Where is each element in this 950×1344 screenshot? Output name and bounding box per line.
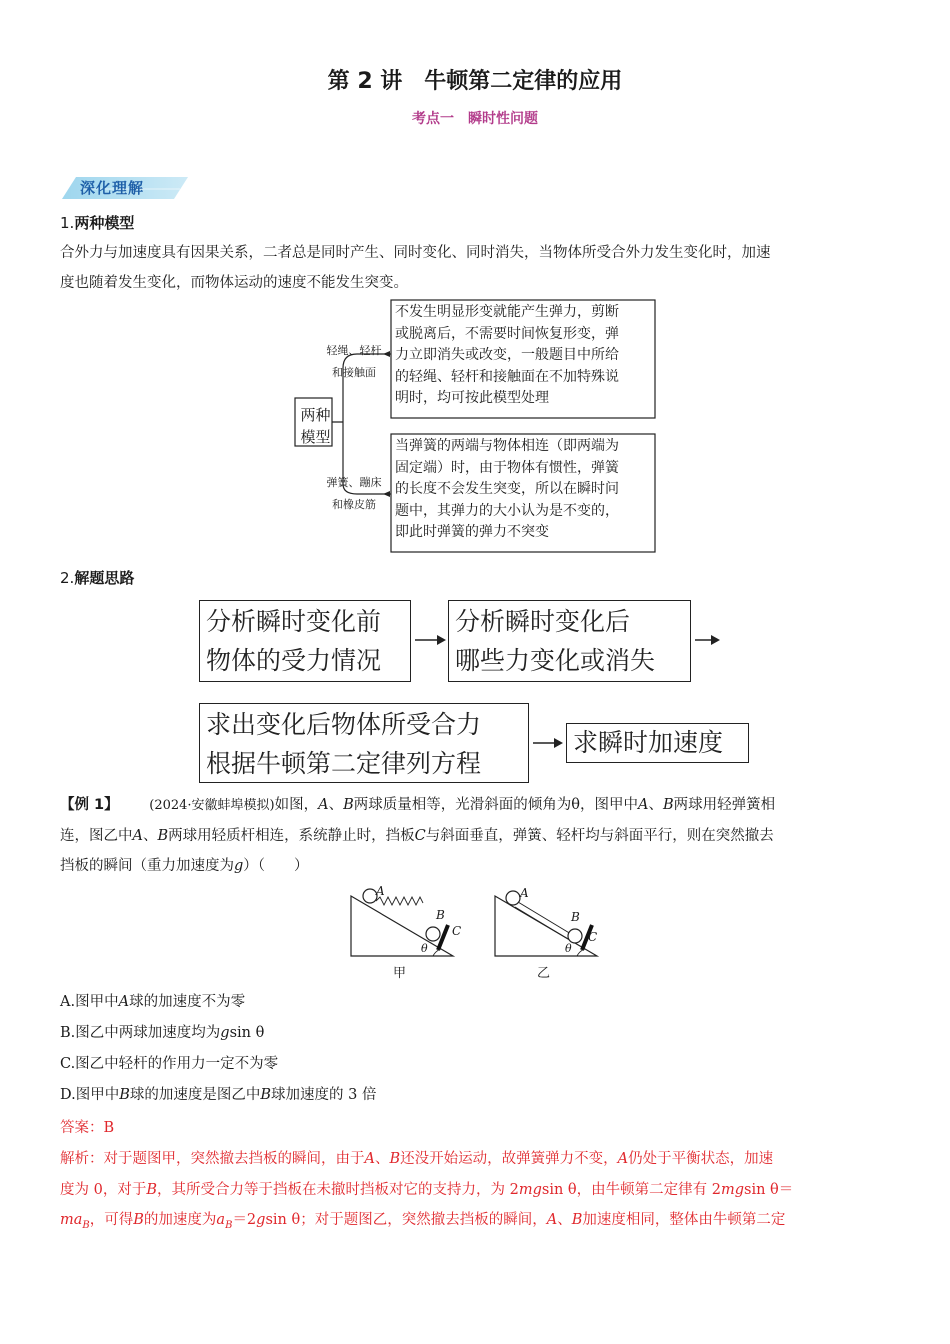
flow-step-3: 求出变化后物体所受合力 根据牛顿第二定律列方程	[199, 703, 529, 783]
diagram-branch1-label: 轻绳、轻杆 和接触面	[326, 344, 382, 379]
section-banner: 深化理解	[80, 179, 145, 197]
fig-left-label-c: C	[452, 924, 462, 938]
diagram-branch2-label: 弹簧、蹦床 和橡皮筋	[326, 476, 382, 511]
page-subtitle: 考点一 瞬时性问题	[412, 111, 538, 127]
fig-right-label-c: C	[588, 930, 598, 944]
option-b: B.图乙中两球加速度均为gsin θ	[60, 1025, 265, 1041]
analysis: 解析：对于题图甲，突然撤去挡板的瞬间，由于A、B还没开始运动，故弹簧弹力不变，A仍处于平衡状态，加速 度为 0，对于B，其所受合力等于挡板在未撤时挡板对它的支持力，为 2mgsin θ，由牛顿第二定律有 2mgsin θ＝ $ma_B$，可得B的加速度为$a_B=2gsin$ θ；对于题图乙，突然撤去挡板的瞬间，A、B加速度相同，整体由牛顿第二定	[60, 1151, 794, 1231]
diagram-box-rope-rod: 不发生明显形变就能产生弹力，剪断 或脱离后，不需要时间恢复形变，弹 力立即消失或改变，一般题目中所给 的轻绳、轻杆和接触面在不加特殊说 明时，均可按此模型处理	[395, 304, 619, 406]
heading-two-models: 1.两种模型	[60, 214, 135, 232]
flow-step-2: 分析瞬时变化后 哪些力变化或消失	[448, 600, 691, 682]
option-a: A.图甲中A球的加速度不为零	[60, 994, 246, 1010]
fig-right-label-a: A	[520, 886, 529, 900]
fig-right-caption: 乙	[537, 966, 551, 981]
flow-arrow-3	[530, 733, 566, 753]
option-d: D.图甲中B球的加速度是图乙中B球加速度的 3 倍	[60, 1087, 377, 1103]
fig-right-theta: θ	[565, 942, 572, 955]
flow-arrow-1	[412, 630, 448, 650]
answer: 答案：B	[60, 1120, 115, 1136]
fig-left-theta: θ	[421, 942, 428, 955]
incline-figure	[345, 884, 605, 984]
heading-solution-approach: 2.解题思路	[60, 569, 135, 587]
flow-arrow-2	[692, 630, 724, 650]
paragraph-two-models: 合外力与加速度具有因果关系，二者总是同时产生、同时变化、同时消失，当物体所受合外力发生变化时，加速 度也随着发生变化，而物体运动的速度不能发生突变。	[60, 245, 771, 291]
fig-left-label-a: A	[376, 884, 385, 898]
flow-step-1: 分析瞬时变化前 物体的受力情况	[199, 600, 411, 682]
flow-step-4: 求瞬时加速度	[566, 723, 749, 763]
fig-right-label-b: B	[571, 910, 580, 924]
diagram-root: 两种 模型	[300, 406, 331, 446]
page-title: 第 2 讲 牛顿第二定律的应用	[327, 69, 623, 94]
fig-left-caption: 甲	[393, 966, 407, 981]
option-c: C.图乙中轻杆的作用力一定不为零	[60, 1056, 279, 1072]
incline-right	[495, 891, 597, 956]
diagram-box-spring: 当弹簧的两端与物体相连（即两端为 固定端）时，由于物体有惯性，弹簧 的长度不会发生突变，所以在瞬时问 题中，其弹力的大小认为是不变的， 即此时弹簧的弹力不突变	[395, 438, 619, 540]
example-question: 【例 1】 (2024·安徽蚌埠模拟)如图，A、B两球质量相等，光滑斜面的倾角为θ，图甲中A、B两球用轻弹簧相 连，图乙中A、B两球用轻质杆相连，系统静止时，挡板C与斜面垂直，弹簧、轻杆均与斜面平行，则在突然撤去 挡板的瞬间（重力加速度为g）（ ）	[60, 797, 776, 874]
incline-left	[351, 889, 453, 956]
fig-left-label-b: B	[436, 908, 445, 922]
